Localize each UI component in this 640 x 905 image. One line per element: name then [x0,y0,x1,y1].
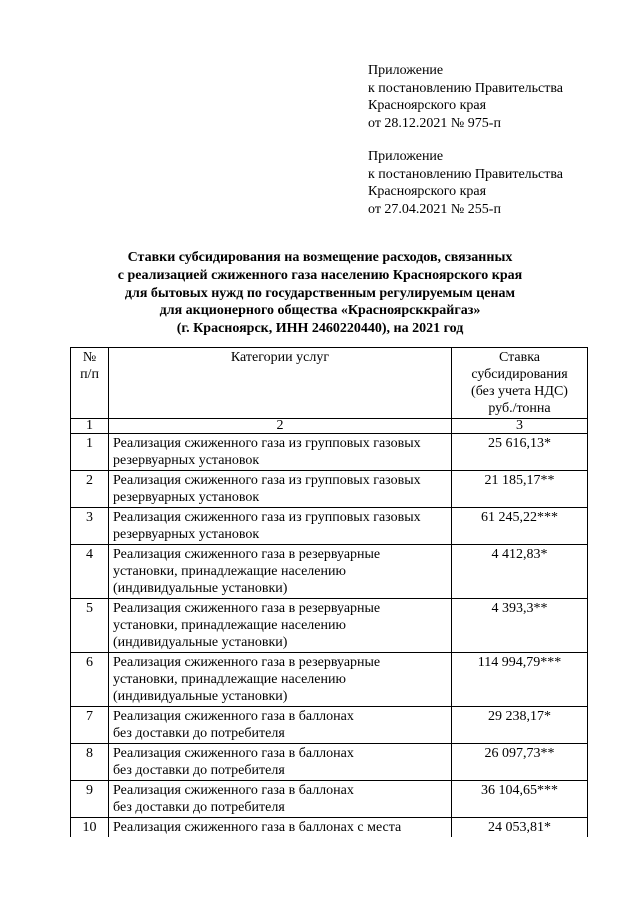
appendix-block-original [368,148,563,218]
table-row [71,508,588,545]
table-row [71,707,588,744]
category-line: без доставки до потребителя [113,763,285,778]
appendix-resolution: к постановлению Правительства [368,166,564,182]
title-line: с реализацией сжиженного газа населению Красноярского края [117,267,523,283]
column-index: 2 [109,419,452,434]
row-rate: 36 104,65*** [452,781,588,818]
category-line: Реализация сжиженного газа в баллонах с места [113,820,402,835]
table-row [71,545,588,599]
category-line: без доставки до потребителя [113,726,285,741]
document-title [0,249,640,338]
category-line: Реализация сжиженного газа в резервуарные [113,601,381,616]
appendix-region: Красноярского края [368,184,487,199]
row-number: 1 [71,434,109,471]
row-rate: 4 393,3** [452,599,588,653]
row-category [109,653,452,707]
category-line: резервуарных установок [113,490,260,505]
title-line: для бытовых нужд по государственным регулируемым ценам [124,285,516,301]
column-index: 3 [452,419,588,434]
category-line: без доставки до потребителя [113,800,285,815]
row-number: 9 [71,781,109,818]
category-line: установки, принадлежащие населению [113,564,346,579]
row-category [109,508,452,545]
category-line: резервуарных установок [113,453,260,468]
row-rate: 25 616,13* [452,434,588,471]
table-row [71,744,588,781]
header-category: Категории услуг [109,348,452,419]
header-rate: Ставка субсидирования (без учета НДС) руб./тонна [452,348,588,419]
row-category [109,599,452,653]
row-rate: 61 245,22*** [452,508,588,545]
row-category [109,707,452,744]
row-rate: 4 412,83* [452,545,588,599]
row-rate: 29 238,17* [452,707,588,744]
row-rate: 24 053,81* [452,818,588,838]
row-number: 3 [71,508,109,545]
row-number: 7 [71,707,109,744]
category-line: Реализация сжиженного газа из групповых газовых [113,473,421,488]
appendix-label: Приложение [368,149,444,164]
category-line: Реализация сжиженного газа в резервуарные [113,655,381,670]
row-category [109,744,452,781]
table-row [71,818,588,838]
row-category [109,471,452,508]
row-number: 6 [71,653,109,707]
category-line: установки, принадлежащие населению [113,618,346,633]
column-index: 1 [71,419,109,434]
header-number: № п/п [71,348,109,419]
appendix-label: Приложение [368,63,444,78]
row-number: 10 [71,818,109,838]
appendix-resolution: к постановлению Правительства [368,80,564,96]
table-row [71,471,588,508]
category-line: Реализация сжиженного газа из групповых газовых [113,436,421,451]
category-line: (индивидуальные установки) [113,581,288,596]
category-line: (индивидуальные установки) [113,635,288,650]
table-header-row [71,348,588,419]
table-row [71,434,588,471]
row-number: 4 [71,545,109,599]
row-rate: 114 994,79*** [452,653,588,707]
title-line: (г. Красноярск, ИНН 2460220440), на 2021 год [176,321,464,337]
row-number: 5 [71,599,109,653]
table-row [71,781,588,818]
category-line: Реализация сжиженного газа в баллонах [113,746,354,761]
category-line: (индивидуальные установки) [113,689,288,704]
category-line: Реализация сжиженного газа в резервуарные [113,547,381,562]
row-category [109,781,452,818]
category-line: Реализация сжиженного газа в баллонах [113,783,354,798]
title-line: Ставки субсидирования на возмещение расходов, связанных [127,250,513,265]
table-row [71,653,588,707]
row-number: 2 [71,471,109,508]
appendix-region: Красноярского края [368,98,487,113]
appendix-date-number: от 27.04.2021 № 255-п [368,201,501,217]
category-line: Реализация сжиженного газа в баллонах [113,709,354,724]
row-category [109,818,452,838]
category-line: установки, принадлежащие населению [113,672,346,687]
column-index-row [71,419,588,434]
category-line: Реализация сжиженного газа из групповых газовых [113,510,421,525]
category-line: резервуарных установок [113,527,260,542]
table-row [71,599,588,653]
subsidy-rates-table [70,347,588,837]
row-rate: 26 097,73** [452,744,588,781]
appendix-date-number: от 28.12.2021 № 975-п [368,115,501,131]
row-category [109,545,452,599]
row-rate: 21 185,17** [452,471,588,508]
appendix-block-current [368,62,563,132]
row-category [109,434,452,471]
title-line: для акционерного общества «Красноярсккрайгаз» [159,303,481,319]
row-number: 8 [71,744,109,781]
